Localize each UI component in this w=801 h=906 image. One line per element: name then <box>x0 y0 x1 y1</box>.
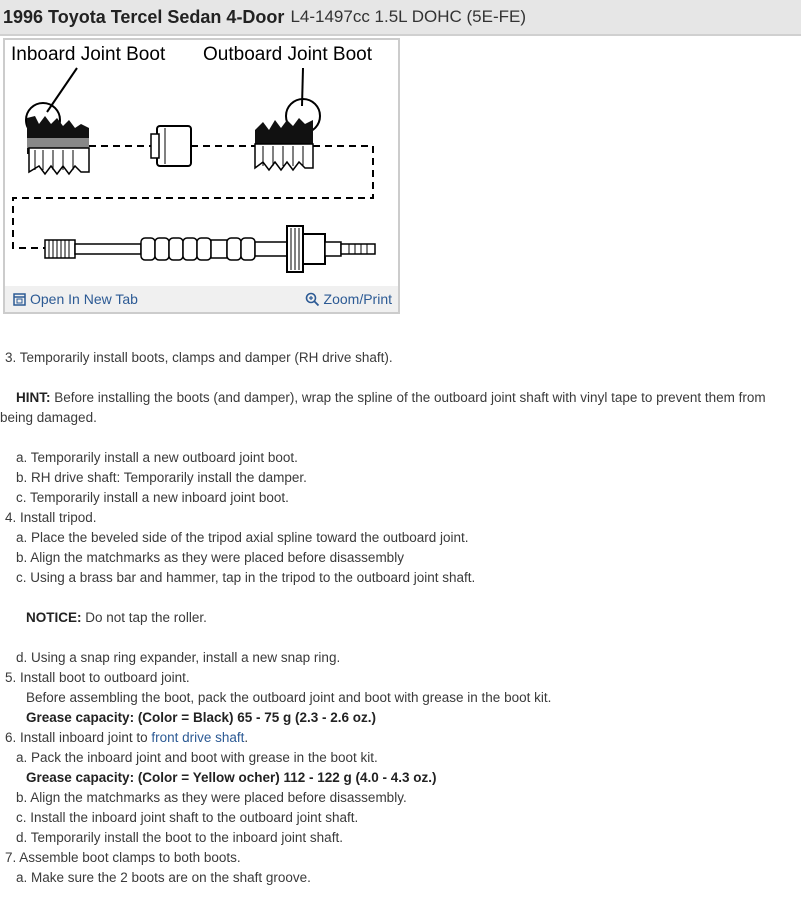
hint-paragraph <box>0 388 801 428</box>
leader-line-outboard <box>302 68 303 106</box>
front-drive-shaft-link[interactable]: front drive shaft <box>151 730 245 745</box>
step-4b: b. Align the matchmarks as they were placed before disassembly <box>16 550 404 565</box>
step-6-prefix: 6. Install inboard joint to <box>5 730 152 745</box>
label-inboard-joint-boot: Inboard Joint Boot <box>11 44 166 65</box>
figure-toolbar <box>5 286 398 312</box>
step-3a: a. Temporarily install a new outboard joint boot. <box>16 450 298 465</box>
step-7: 7. Assemble boot clamps to both boots. <box>5 850 241 865</box>
vehicle-title: 1996 Toyota Tercel Sedan 4-Door <box>3 6 285 27</box>
step-6c: c. Install the inboard joint shaft to the outboard joint shaft. <box>16 810 359 825</box>
step-7a: a. Make sure the 2 boots are on the shaft groove. <box>16 870 311 885</box>
zoom-print-label: Zoom/Print <box>323 291 392 307</box>
step-5-text: Before assembling the boot, pack the outboard joint and boot with grease in the boot kit. <box>26 690 552 705</box>
step-4c: c. Using a brass bar and hammer, tap in the tripod to the outboard joint shaft. <box>16 570 476 585</box>
step-4d: d. Using a snap ring expander, install a new snap ring. <box>16 650 341 665</box>
open-in-new-tab-link[interactable] <box>13 291 138 307</box>
step-6a-grease <box>0 768 801 788</box>
damper-drawing <box>151 126 191 166</box>
page-header <box>0 0 801 36</box>
drive-shaft-drawing <box>45 226 375 272</box>
step-3b: b. RH drive shaft: Temporarily install the damper. <box>16 470 307 485</box>
step-5-grease <box>0 708 801 728</box>
label-outboard-joint-boot: Outboard Joint Boot <box>203 44 372 65</box>
step-6 <box>0 728 801 748</box>
grease-capacity-black: Grease capacity: (Color = Black) 65 - 75 g (2.3 - 2.6 oz.) <box>26 710 377 725</box>
step-6d: d. Temporarily install the boot to the inboard joint shaft. <box>16 830 343 845</box>
step-6b: b. Align the matchmarks as they were placed before disassembly. <box>16 790 407 805</box>
step-6a: a. Pack the inboard joint and boot with grease in the boot kit. <box>16 750 378 765</box>
zoom-magnifier-icon <box>305 292 320 307</box>
step-3c: c. Temporarily install a new inboard joint boot. <box>16 490 289 505</box>
diagram-figure <box>3 38 400 314</box>
external-window-icon <box>13 293 26 306</box>
notice-paragraph <box>0 608 801 628</box>
notice-text: Do not tap the roller. <box>81 610 207 625</box>
procedure-text <box>0 348 801 888</box>
notice-label: NOTICE: <box>26 610 82 625</box>
step-4a: a. Place the beveled side of the tripod axial spline toward the outboard joint. <box>16 530 469 545</box>
step-5: 5. Install boot to outboard joint. <box>5 670 190 685</box>
open-in-new-tab-label: Open In New Tab <box>30 291 138 307</box>
hint-text: Before installing the boots (and damper), wrap the spline of the outboard joint shaft with vinyl tape to prevent them from being damaged. <box>0 390 766 425</box>
zoom-print-link[interactable] <box>305 291 392 307</box>
inboard-joint-boot-drawing <box>27 116 89 174</box>
step-6-suffix: . <box>244 730 249 745</box>
grease-capacity-yellow-ocher: Grease capacity: (Color = Yellow ocher) 112 - 122 g (4.0 - 4.3 oz.) <box>26 770 437 785</box>
engine-spec: L4-1497cc 1.5L DOHC (5E-FE) <box>290 7 527 26</box>
drive-shaft-diagram <box>5 40 398 285</box>
step-4: 4. Install tripod. <box>5 510 97 525</box>
step-3: 3. Temporarily install boots, clamps and damper (RH drive shaft). <box>5 350 393 365</box>
hint-label: HINT: <box>16 390 51 405</box>
outboard-joint-boot-drawing <box>255 118 313 170</box>
